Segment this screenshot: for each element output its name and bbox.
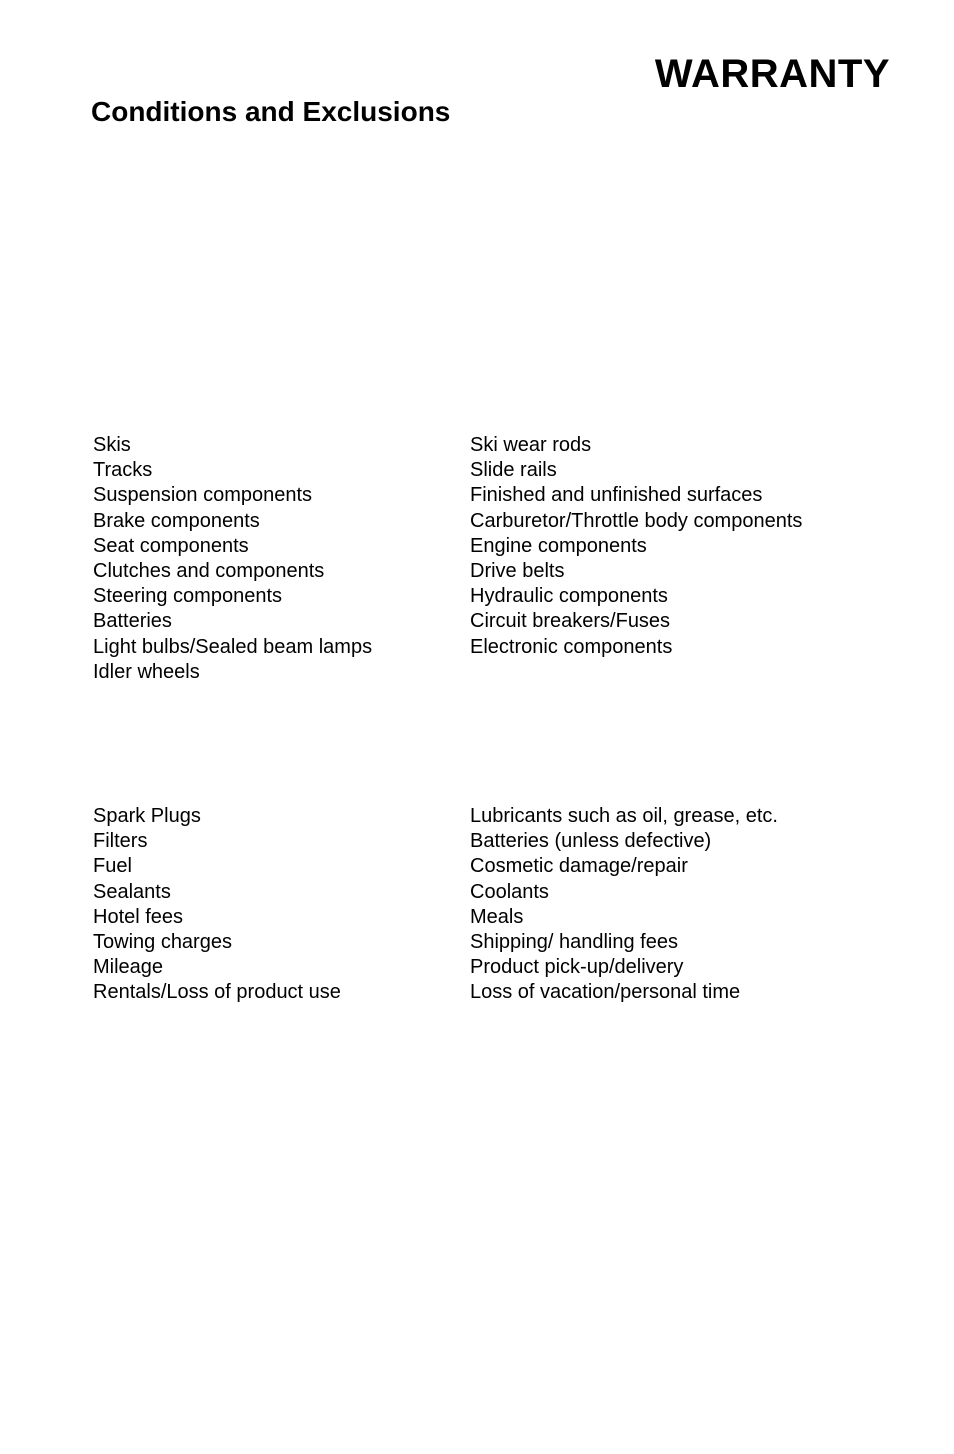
section-title: Conditions and Exclusions bbox=[91, 96, 451, 127]
list-item: Light bulbs/Sealed beam lamps bbox=[93, 635, 373, 658]
list-item: Hydraulic components bbox=[470, 585, 668, 608]
list-item: Sealants bbox=[93, 880, 171, 903]
list-item: Cosmetic damage/repair bbox=[470, 855, 688, 878]
wear-items-left-list bbox=[93, 433, 372, 685]
list-item: Batteries (unless defective) bbox=[470, 830, 712, 853]
excluded-items-right-list bbox=[470, 804, 778, 1006]
list-item: Clutches and components bbox=[93, 560, 325, 583]
list-item: Carburetor/Throttle body components bbox=[470, 509, 803, 532]
list-item: Slide rails bbox=[470, 459, 557, 482]
list-item: Batteries bbox=[93, 610, 172, 633]
list-item: Tracks bbox=[93, 459, 153, 482]
list-item: Electronic components bbox=[470, 635, 673, 658]
list-item: Engine components bbox=[470, 534, 647, 557]
excluded-items-left-list bbox=[93, 804, 341, 1006]
list-item: Lubricants such as oil, grease, etc. bbox=[470, 805, 778, 827]
list-item: Seat components bbox=[93, 534, 249, 557]
list-item: Towing charges bbox=[93, 931, 232, 954]
list-item: Skis bbox=[93, 434, 131, 456]
list-item: Steering components bbox=[93, 585, 283, 608]
list-item: Circuit breakers/Fuses bbox=[470, 610, 671, 633]
list-item: Shipping/ handling fees bbox=[470, 931, 678, 954]
list-item: Product pick-up/delivery bbox=[470, 956, 684, 979]
list-item: Filters bbox=[93, 830, 148, 853]
list-item: Spark Plugs bbox=[93, 805, 201, 827]
list-item: Coolants bbox=[470, 880, 549, 903]
list-item: Brake components bbox=[93, 509, 260, 532]
list-item: Drive belts bbox=[470, 560, 565, 583]
wear-items-right-list bbox=[470, 433, 802, 660]
list-item: Loss of vacation/personal time bbox=[470, 981, 741, 1004]
list-item: Finished and unfinished surfaces bbox=[470, 484, 763, 507]
list-item: Idler wheels bbox=[93, 660, 200, 683]
list-item: Fuel bbox=[93, 855, 132, 878]
list-item: Meals bbox=[470, 905, 524, 928]
list-item: Suspension components bbox=[93, 484, 313, 507]
list-item: Ski wear rods bbox=[470, 434, 592, 456]
list-item: Rentals/Loss of product use bbox=[93, 981, 341, 1004]
page-title: WARRANTY bbox=[654, 52, 890, 96]
list-item: Mileage bbox=[93, 956, 164, 979]
list-item: Hotel fees bbox=[93, 905, 184, 928]
